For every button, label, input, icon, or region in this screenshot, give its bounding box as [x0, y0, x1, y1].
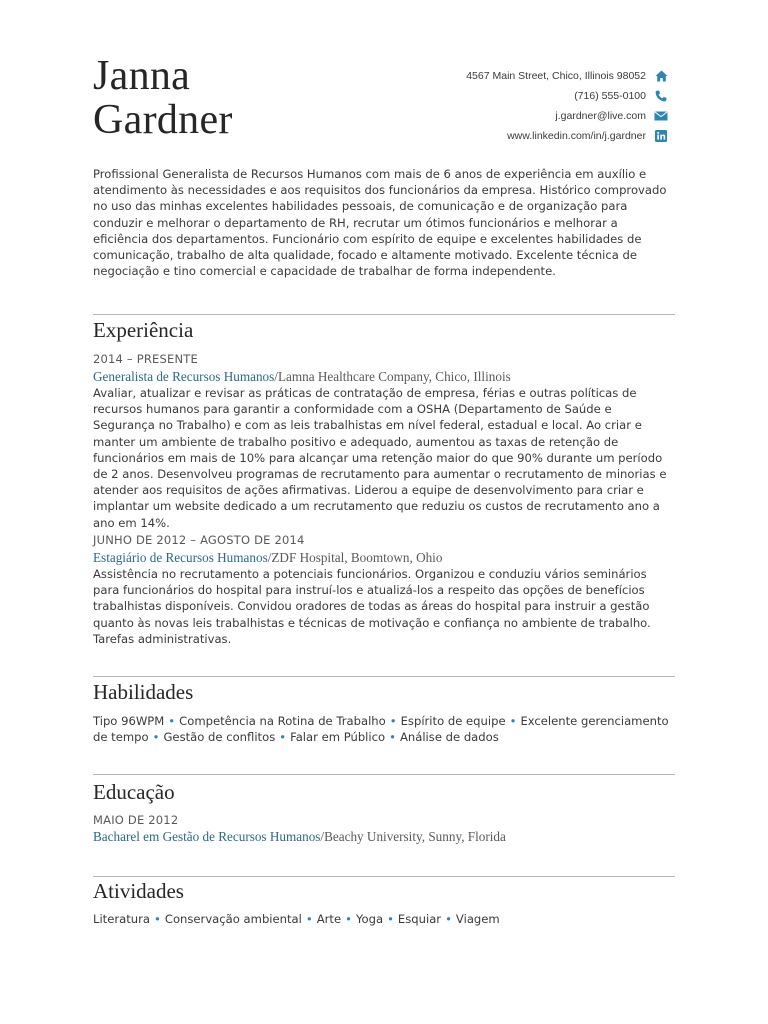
contact-linkedin-row	[368, 126, 668, 146]
section-divider	[93, 774, 675, 775]
degree-name: Bacharel em Gestão de Recursos Humanos	[93, 829, 321, 844]
job-date: 2014 – PRESENTE	[93, 352, 198, 366]
list-item: Gestão de conflitos	[163, 730, 276, 745]
section-divider	[93, 676, 675, 677]
bullet-separator: •	[152, 730, 160, 745]
list-item: Tipo 96WPM	[93, 714, 165, 728]
list-item: Yoga	[355, 912, 384, 926]
bullet-separator: •	[305, 912, 313, 926]
phone-icon	[654, 89, 668, 103]
list-item: Espírito de equipe	[400, 714, 506, 728]
skills-heading: Habilidades	[93, 680, 194, 704]
home-icon	[654, 69, 668, 83]
job-date: JUNHO DE 2012 – AGOSTO DE 2014	[93, 533, 305, 547]
job-description: Assistência no recrutamento a potenciais funcionários. Organizou e conduziu vários seminários para funcionários do hospital para instruí-los e atualizá-los a respeito das opções de benefícios trabalhistas disponíveis. Convidou oradores de todas as áreas do hospital para instruir a gestão quanto às novas leis trabalhistas e técnicas de motivação e confiança no ambiente de trabalho. Tarefas administrativas.	[93, 567, 651, 646]
candidate-name	[93, 54, 233, 142]
list-item: Literatura	[93, 912, 150, 926]
job-company: /ZDF Hospital, Boomtown, Ohio	[267, 550, 443, 565]
contact-email-row	[368, 106, 668, 126]
contact-info	[368, 66, 668, 146]
list-item: Conservação ambiental	[164, 912, 302, 926]
job-role: Estagiário de Recursos Humanos	[93, 550, 268, 565]
job-title	[93, 550, 442, 566]
bullet-separator: •	[389, 730, 396, 745]
education-heading: Educação	[93, 780, 175, 804]
bullet-separator: •	[279, 730, 287, 745]
contact-phone: (716) 555-0100	[574, 90, 646, 102]
list-item: Análise de dados	[399, 730, 499, 745]
bullet-separator: •	[387, 912, 394, 926]
job-company: /Lamna Healthcare Company, Chico, Illinois	[274, 369, 511, 384]
school-name: /Beachy University, Sunny, Florida	[320, 829, 506, 844]
last-name: Gardner	[93, 97, 233, 143]
bullet-separator: •	[509, 714, 517, 728]
section-divider	[93, 314, 675, 315]
experience-heading: Experiência	[93, 318, 194, 342]
linkedin-icon	[654, 129, 668, 143]
bullet-separator: •	[154, 912, 161, 926]
mail-icon	[654, 109, 668, 123]
skills-list	[93, 713, 673, 745]
summary-paragraph: Profissional Generalista de Recursos Humanos com mais de 6 anos de experiência em auxílio e atendimento às necessidades e aos requisitos dos funcionários da empresa. Histórico comprovado no uso das minhas excelentes habilidades pessoais, de comunicação e de organização para conduzir e melhorar o departamento de RH, recrutar um ótimos funcionários e melhorar a eficiência dos departamentos. Funcionário com espírito de equipe e excelentes habilidades de comunicação, trabalho de alta qualidade, focado e altamente motivado. Excelente técnica de negociação e tino comercial e capacidade de trabalhar de forma independente.	[93, 167, 667, 279]
section-divider	[93, 876, 675, 877]
first-name: Janna	[93, 53, 191, 99]
list-item: Arte	[316, 912, 342, 926]
job-description: Avaliar, atualizar e revisar as práticas de contratação de empresa, férias e outras políticas de recursos humanos para garantir a conformidade com a OSHA (Departamento de Saúde e Segurança no Trabalho) e com as leis trabalhistas em nível federal, estadual e local. Ao criar e manter um ambiente de trabalho positivo e adequado, aumentou as taxas de retenção de funcionários em mais de 10% para alcançar uma retenção maior do que 90% durante um período de 2 anos. Desenvolveu programas de recrutamento para aumentar o recrutamento de minorias e atender aos requisitos de ações afirmativas. Liderou a equipe de desenvolvimento para criar e implantar um website dedicado a um recrutamento que reduziu os custos de recrutamento ano a ano em 14%.	[93, 386, 667, 530]
job-title	[93, 369, 511, 385]
list-item: Viagem	[455, 912, 500, 926]
list-item: Excelente gerenciamento de tempo	[93, 714, 669, 745]
list-item: Esquiar	[397, 912, 442, 926]
bullet-separator: •	[345, 912, 352, 926]
activities-heading: Atividades	[93, 879, 184, 903]
contact-linkedin[interactable]: www.linkedin.com/in/j.gardner	[507, 130, 646, 142]
list-item: Competência na Rotina de Trabalho	[179, 714, 386, 728]
education-degree	[93, 829, 506, 845]
education-date: MAIO DE 2012	[93, 813, 179, 827]
bullet-separator: •	[389, 714, 397, 728]
contact-address: 4567 Main Street, Chico, Illinois 98052	[466, 70, 646, 82]
bullet-separator: •	[445, 912, 452, 926]
list-item: Falar em Público	[290, 730, 386, 745]
job-role: Generalista de Recursos Humanos	[93, 369, 275, 384]
contact-phone-row	[368, 86, 668, 106]
contact-address-row	[368, 66, 668, 86]
activities-list	[93, 911, 673, 927]
contact-email[interactable]: j.gardner@live.com	[555, 110, 646, 122]
bullet-separator: •	[168, 714, 176, 728]
